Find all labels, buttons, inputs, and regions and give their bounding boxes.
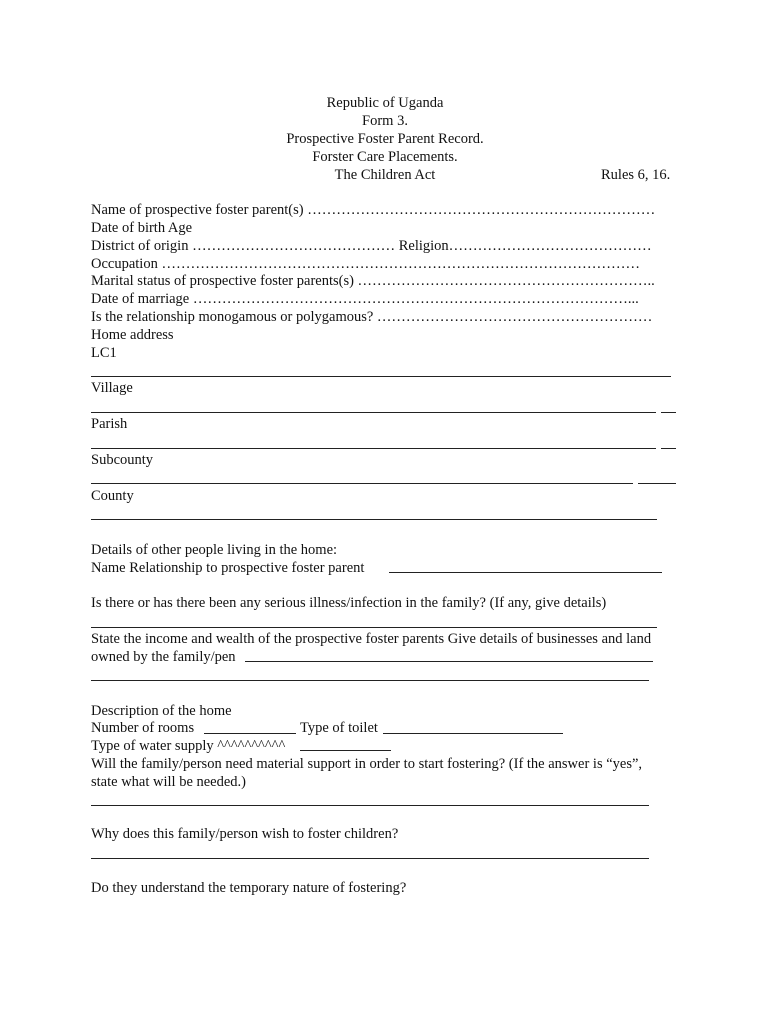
village-line-end bbox=[661, 412, 676, 413]
label-type-of-toilet: Type of toilet bbox=[300, 720, 378, 736]
support-line[interactable] bbox=[91, 805, 649, 806]
question-income-line1: State the income and wealth of the prospective foster parents Give details of businesses and land bbox=[91, 631, 652, 647]
header-form-number: Form 3. bbox=[362, 113, 408, 129]
question-income-line2: owned by the family/pen bbox=[91, 649, 236, 665]
rooms-line[interactable] bbox=[204, 733, 296, 734]
label-number-of-rooms: Number of rooms bbox=[91, 720, 195, 736]
field-date-of-birth[interactable]: Date of birth Age bbox=[91, 220, 193, 236]
header-form-title: Prospective Foster Parent Record. bbox=[286, 131, 484, 147]
header-rules: Rules 6, 16. bbox=[601, 167, 671, 183]
label-water-supply: Type of water supply ^^^^^^^^^^ bbox=[91, 738, 286, 754]
subcounty-line-end bbox=[638, 483, 676, 484]
question-support-line2: state what will be needed.) bbox=[91, 774, 247, 790]
others-columns: Name Relationship to prospective foster parent bbox=[91, 560, 365, 576]
village-line[interactable] bbox=[91, 412, 656, 413]
parish-line-end bbox=[661, 448, 676, 449]
label-parish: Parish bbox=[91, 416, 128, 432]
others-heading: Details of other people living in the home: bbox=[91, 542, 338, 558]
field-occupation[interactable]: Occupation ……………………………………………………………………………………… bbox=[91, 256, 640, 272]
label-home-description: Description of the home bbox=[91, 703, 232, 719]
field-name[interactable]: Name of prospective foster parent(s) ……………………………………………………………… bbox=[91, 202, 656, 218]
toilet-line[interactable] bbox=[383, 733, 563, 734]
field-date-of-marriage[interactable]: Date of marriage ………………………………………………………………………………... bbox=[91, 291, 639, 307]
lc1-line[interactable] bbox=[91, 376, 671, 377]
income-line-b[interactable] bbox=[91, 680, 649, 681]
others-line[interactable] bbox=[389, 572, 662, 573]
why-line[interactable] bbox=[91, 858, 649, 859]
label-county: County bbox=[91, 488, 134, 504]
question-temporary-nature: Do they understand the temporary nature of fostering? bbox=[91, 880, 407, 896]
label-home-address: Home address bbox=[91, 327, 174, 343]
header-republic: Republic of Uganda bbox=[326, 95, 444, 111]
field-relationship-type[interactable]: Is the relationship monogamous or polygamous? ………………………………………………… bbox=[91, 309, 653, 325]
field-district-religion[interactable]: District of origin …………………………………… Religion…………………………………… bbox=[91, 238, 652, 254]
question-why-foster: Why does this family/person wish to foster children? bbox=[91, 826, 399, 842]
header-subtitle: Forster Care Placements. bbox=[312, 149, 458, 165]
question-illness: Is there or has there been any serious illness/infection in the family? (If any, give details) bbox=[91, 595, 607, 611]
subcounty-line[interactable] bbox=[91, 483, 633, 484]
income-line-a[interactable] bbox=[245, 661, 653, 662]
label-lc1: LC1 bbox=[91, 345, 117, 361]
label-village: Village bbox=[91, 380, 133, 396]
field-marital-status[interactable]: Marital status of prospective foster parents(s) …………………………………………………….. bbox=[91, 273, 655, 289]
illness-line[interactable] bbox=[91, 627, 657, 628]
parish-line[interactable] bbox=[91, 448, 656, 449]
header-act: The Children Act bbox=[334, 167, 436, 183]
water-line[interactable] bbox=[300, 750, 391, 751]
label-subcounty: Subcounty bbox=[91, 452, 154, 468]
question-support-line1: Will the family/person need material support in order to start fostering? (If the answer is “yes”, bbox=[91, 756, 643, 772]
county-line[interactable] bbox=[91, 519, 657, 520]
